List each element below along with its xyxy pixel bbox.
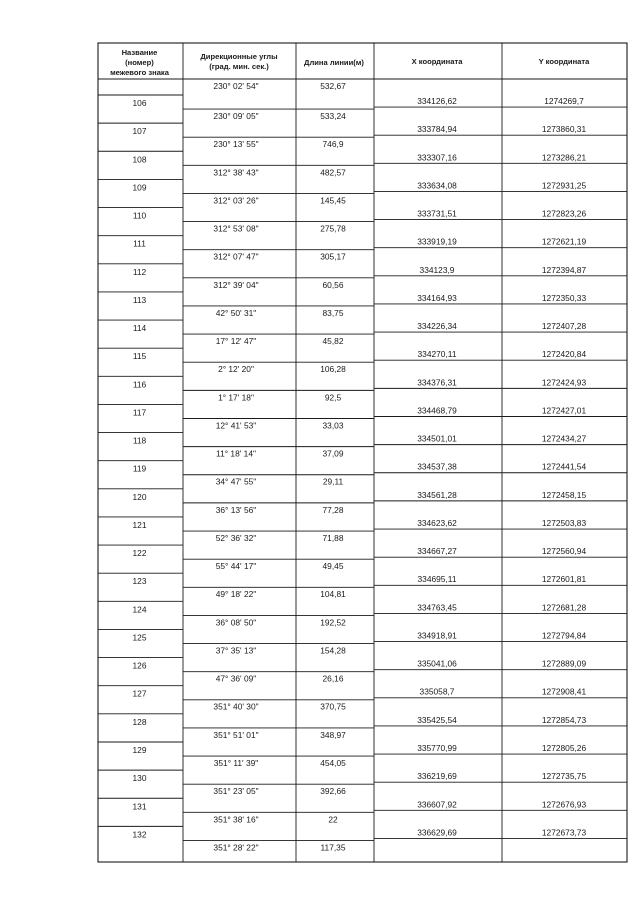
point-name: 118 [132, 435, 147, 446]
y-coordinate: 1272621,19 [541, 236, 587, 247]
segment-length: 83,75 [322, 307, 344, 318]
x-coordinate: 334763,45 [417, 602, 457, 613]
x-coordinate: 335770,99 [417, 742, 457, 753]
y-coordinate: 1272350,33 [541, 292, 587, 303]
table-row [133, 434, 587, 459]
header-angle-line-2: (град. мин. сек.) [209, 62, 269, 71]
point-name: 113 [132, 294, 147, 305]
segment-length: 106,28 [320, 364, 346, 375]
y-coordinate: 1272805,26 [541, 742, 587, 753]
segment-angle: 17° 12' 47" [215, 336, 257, 347]
point-name: 122 [132, 548, 147, 559]
x-coordinate: 333307,16 [417, 152, 457, 163]
table-row [133, 265, 587, 290]
y-coordinate: 1272676,93 [541, 799, 587, 810]
segment-length: 145,45 [320, 195, 346, 206]
segment-length: 60,56 [322, 279, 344, 290]
table-row [133, 659, 587, 684]
x-coordinate: 334537,38 [417, 461, 457, 472]
segment-length: 192,52 [320, 617, 346, 628]
segment-length: 348,97 [320, 729, 346, 740]
point-name: 116 [132, 379, 147, 390]
point-name: 131 [132, 801, 147, 812]
table-row [133, 574, 587, 599]
segment-angle: 36° 13' 56" [215, 504, 257, 515]
point-name: 106 [132, 98, 147, 108]
y-coordinate: 1272458,15 [541, 489, 587, 500]
segment-angle: 36° 08' 50" [215, 617, 257, 628]
segment-length: 532,67 [320, 81, 346, 91]
point-name: 123 [132, 576, 147, 587]
table-row [133, 96, 585, 121]
header-name-line-1: Название [121, 48, 158, 57]
y-coordinate: 1272889,09 [541, 658, 587, 669]
point-name: 130 [132, 773, 147, 784]
segment-angle: 351° 51' 01" [213, 729, 259, 740]
segment-angle: 351° 23' 05" [213, 786, 259, 797]
segment-length: 454,05 [320, 757, 346, 768]
segment-angle: 49° 18' 22" [215, 589, 257, 600]
table-row [133, 124, 587, 149]
x-coordinate: 334623,62 [417, 517, 457, 528]
segment-angle: 351° 40' 30" [213, 701, 259, 712]
point-name: 114 [132, 323, 147, 334]
y-coordinate: 1272601,81 [541, 574, 587, 585]
table-row [133, 630, 587, 655]
segment-length: 154,28 [320, 645, 346, 656]
segment-length: 746,9 [322, 139, 344, 150]
point-name: 126 [132, 660, 147, 671]
table-row [133, 518, 587, 543]
y-coordinate: 1272407,28 [541, 321, 587, 332]
point-name: 111 [133, 238, 146, 249]
x-coordinate: 334501,01 [417, 433, 457, 444]
y-coordinate: 1272424,93 [541, 377, 587, 388]
table-row [133, 602, 587, 627]
x-coordinate: 334270,11 [417, 349, 457, 360]
x-coordinate: 334918,91 [417, 630, 457, 641]
table-row [133, 209, 587, 234]
table-row [133, 771, 587, 796]
segment-angle: 1° 17' 18" [218, 392, 254, 403]
point-name: 128 [132, 716, 147, 727]
y-coordinate: 1272394,87 [541, 264, 587, 275]
segment-angle: 312° 03' 26" [213, 195, 259, 206]
segment-length: 37,09 [322, 448, 344, 459]
y-coordinate: 1272908,41 [541, 686, 587, 697]
table-row [133, 462, 587, 487]
segment-length: 49,45 [322, 561, 344, 572]
point-name: 110 [132, 210, 147, 221]
table-row [133, 827, 587, 852]
x-coordinate: 335058,7 [419, 686, 455, 697]
x-coordinate: 334695,11 [417, 574, 457, 585]
header-angle-line-1: Дирекционные углы [200, 52, 278, 61]
table-row [133, 321, 587, 346]
x-coordinate: 334376,31 [417, 377, 457, 388]
y-coordinate: 1272931,25 [541, 180, 587, 191]
point-name: 127 [132, 688, 147, 699]
header-name-line-2: (номер) [125, 58, 154, 67]
point-name: 121 [132, 519, 147, 530]
table-row [133, 546, 587, 571]
segment-length: 533,24 [320, 111, 346, 121]
point-name: 107 [132, 126, 147, 137]
table-row [133, 377, 587, 402]
y-coordinate: 1272681,28 [541, 602, 587, 613]
segment-angle: 11° 18' 14" [216, 448, 256, 459]
x-coordinate: 336629,69 [417, 827, 457, 838]
y-coordinate: 1272420,84 [541, 349, 587, 360]
segment-angle: 312° 38' 43" [213, 167, 259, 178]
y-coordinate: 1273286,21 [541, 152, 587, 163]
x-coordinate: 336219,69 [417, 771, 457, 782]
table-frame [98, 43, 627, 862]
x-coordinate: 333634,08 [417, 180, 457, 191]
segment-angle: 351° 28' 22" [213, 842, 259, 853]
table-row [133, 237, 586, 262]
segment-length: 392,66 [320, 786, 346, 797]
table-row [133, 349, 587, 374]
point-name: 132 [132, 829, 147, 840]
point-name: 109 [132, 182, 147, 193]
y-coordinate: 1272823,26 [541, 208, 587, 219]
segment-length: 22 [328, 814, 338, 825]
table-row [133, 743, 587, 768]
header-x-coordinate: X координата [411, 57, 463, 66]
y-coordinate: 1272854,73 [541, 714, 587, 725]
y-coordinate: 1272794,84 [541, 630, 587, 641]
segment-angle: 351° 38' 16" [213, 814, 259, 825]
y-coordinate: 1272503,83 [541, 517, 587, 528]
x-coordinate: 334561,28 [417, 489, 457, 500]
segment-angle: 2° 12' 20" [218, 364, 254, 375]
y-coordinate: 1274269,7 [544, 96, 584, 106]
segment-angle: 351° 11' 39" [213, 757, 259, 768]
point-name: 115 [132, 351, 147, 362]
segment-angle: 230° 13' 55" [213, 139, 259, 150]
x-coordinate: 334468,79 [417, 405, 457, 416]
y-coordinate: 1272560,94 [541, 546, 587, 557]
y-coordinate: 1272673,73 [541, 827, 587, 838]
table-row [133, 293, 587, 318]
x-coordinate: 334123,9 [419, 264, 455, 275]
table-row [133, 180, 587, 205]
point-name: 117 [132, 407, 147, 418]
point-name: 125 [132, 632, 147, 643]
segment-angle: 47° 36' 09" [215, 673, 257, 684]
y-coordinate: 1272427,01 [541, 405, 587, 416]
point-name: 119 [132, 463, 147, 474]
segment-angle: 34° 47' 55" [215, 476, 257, 487]
segment-length: 92,5 [324, 392, 342, 403]
x-coordinate: 336607,92 [417, 799, 457, 810]
segment-length: 45,82 [322, 336, 344, 347]
segment-length: 305,17 [320, 251, 346, 262]
header-name-line-3: межевого знака [110, 68, 169, 77]
segment-length: 117,35 [320, 842, 346, 853]
header-length: Длина линии(м) [304, 58, 364, 67]
segment-angle: 42° 50' 31" [215, 307, 257, 318]
segment-length: 482,57 [320, 167, 346, 178]
segment-length: 71,88 [322, 532, 344, 543]
table-grid [98, 43, 627, 862]
table-row [133, 799, 587, 824]
segment-length: 370,75 [320, 701, 346, 712]
segment-length: 275,78 [320, 223, 346, 234]
segment-length: 33,03 [322, 420, 344, 431]
table-row [133, 152, 587, 177]
x-coordinate: 333731,51 [417, 208, 457, 219]
segment-length: 104,81 [320, 589, 346, 600]
table-body [133, 96, 587, 852]
point-name: 108 [132, 154, 147, 165]
first-segment [213, 81, 346, 91]
x-coordinate: 334226,34 [417, 321, 457, 332]
y-coordinate: 1272434,27 [541, 433, 587, 444]
table-row [133, 687, 587, 712]
point-name: 112 [132, 266, 147, 277]
y-coordinate: 1272735,75 [541, 771, 587, 782]
segment-length: 77,28 [322, 504, 344, 515]
x-coordinate: 334667,27 [417, 546, 457, 557]
x-coordinate: 334164,93 [417, 292, 457, 303]
table-row [133, 405, 587, 430]
table-row [133, 715, 587, 740]
x-coordinate: 334126,62 [417, 96, 457, 106]
point-name: 124 [132, 604, 147, 615]
x-coordinate: 335425,54 [417, 714, 457, 725]
segment-angle: 230° 09' 05" [213, 111, 259, 121]
segment-angle: 55° 44' 17" [215, 561, 257, 572]
y-coordinate: 1273860,31 [541, 124, 587, 135]
table-row [133, 490, 587, 515]
table-header [110, 48, 590, 77]
segment-angle: 312° 39' 04" [213, 279, 259, 290]
x-coordinate: 335041,06 [417, 658, 457, 669]
point-name: 129 [132, 744, 147, 755]
segment-angle: 312° 07' 47" [213, 251, 259, 262]
segment-angle: 12° 41' 53" [215, 420, 257, 431]
segment-angle: 52° 36' 32" [215, 532, 257, 543]
y-coordinate: 1272441,54 [541, 461, 587, 472]
segment-length: 29,11 [322, 476, 344, 487]
segment-angle: 312° 53' 08" [213, 223, 259, 234]
header-y-coordinate: Y координата [538, 57, 590, 66]
segment-length: 26,16 [322, 673, 344, 684]
x-coordinate: 333919,19 [417, 236, 457, 247]
x-coordinate: 333784,94 [417, 124, 457, 135]
segment-angle: 37° 35' 13" [215, 645, 257, 656]
point-name: 120 [132, 491, 147, 502]
segment-angle: 230° 02' 54" [213, 81, 259, 91]
